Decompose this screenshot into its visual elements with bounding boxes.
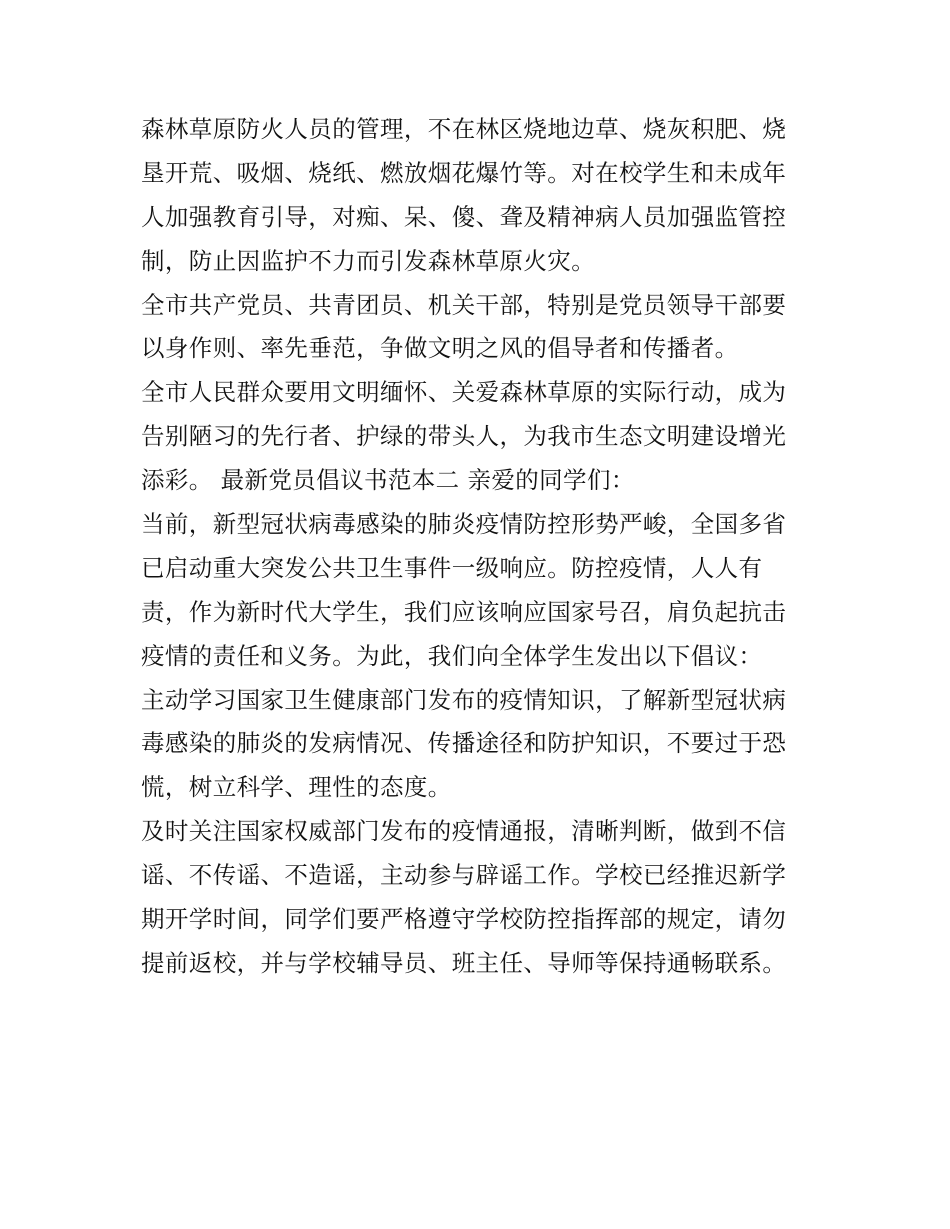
text-line: 制，防止因监护不力而引发森林草原火灾。 [141,246,596,275]
text-line: 告别陋习的先行者、护绿的带头人，为我市生态文明建设增光 [141,422,787,451]
text-line: 慌，树立科学、理性的态度。 [141,773,452,802]
text-line: 提前返校，并与学校辅导员、班主任、导师等保持通畅联系。 [141,948,787,977]
text-line: 毒感染的肺炎的发病情况、传播途径和防护知识，不要过于恐 [141,729,787,758]
text-line: 谣、不传谣、不造谣，主动参与辟谣工作。学校已经推迟新学 [141,861,787,890]
text-line: 及时关注国家权威部门发布的疫情通报，清晰判断，做到不信 [141,817,787,846]
text-line: 森林草原防火人员的管理，不在林区烧地边草、烧灰积肥、烧 [141,115,787,143]
text-line: 全市人民群众要用文明缅怀、关爱森林草原的实际行动，成为 [141,378,787,407]
text-line: 全市共产党员、共青团员、机关干部，特别是党员领导干部要 [141,290,787,319]
document-body [141,108,821,986]
text-line: 期开学时间，同学们要严格遵守学校防控指挥部的规定，请勿 [141,905,787,934]
text-line: 添彩。 最新党员倡议书范本二 亲爱的同学们： [141,466,635,495]
text-line: 已启动重大突发公共卫生事件一级响应。防控疫情，人人有 [141,553,763,582]
text-line: 人加强教育引导，对痴、呆、傻、聋及精神病人员加强监管控 [141,202,787,231]
text-line: 当前，新型冠状病毒感染的肺炎疫情防控形势严峻，全国多省 [141,510,787,539]
text-line: 垦开荒、吸烟、烧纸、燃放烟花爆竹等。对在校学生和未成年 [141,158,787,187]
text-line: 疫情的责任和义务。为此，我们向全体学生发出以下倡议： [141,641,763,670]
text-line: 主动学习国家卫生健康部门发布的疫情知识，了解新型冠状病 [141,685,787,714]
text-line: 责，作为新时代大学生，我们应该响应国家号召，肩负起抗击 [141,597,787,626]
text-line: 以身作则、率先垂范，争做文明之风的倡导者和传播者。 [141,334,739,363]
